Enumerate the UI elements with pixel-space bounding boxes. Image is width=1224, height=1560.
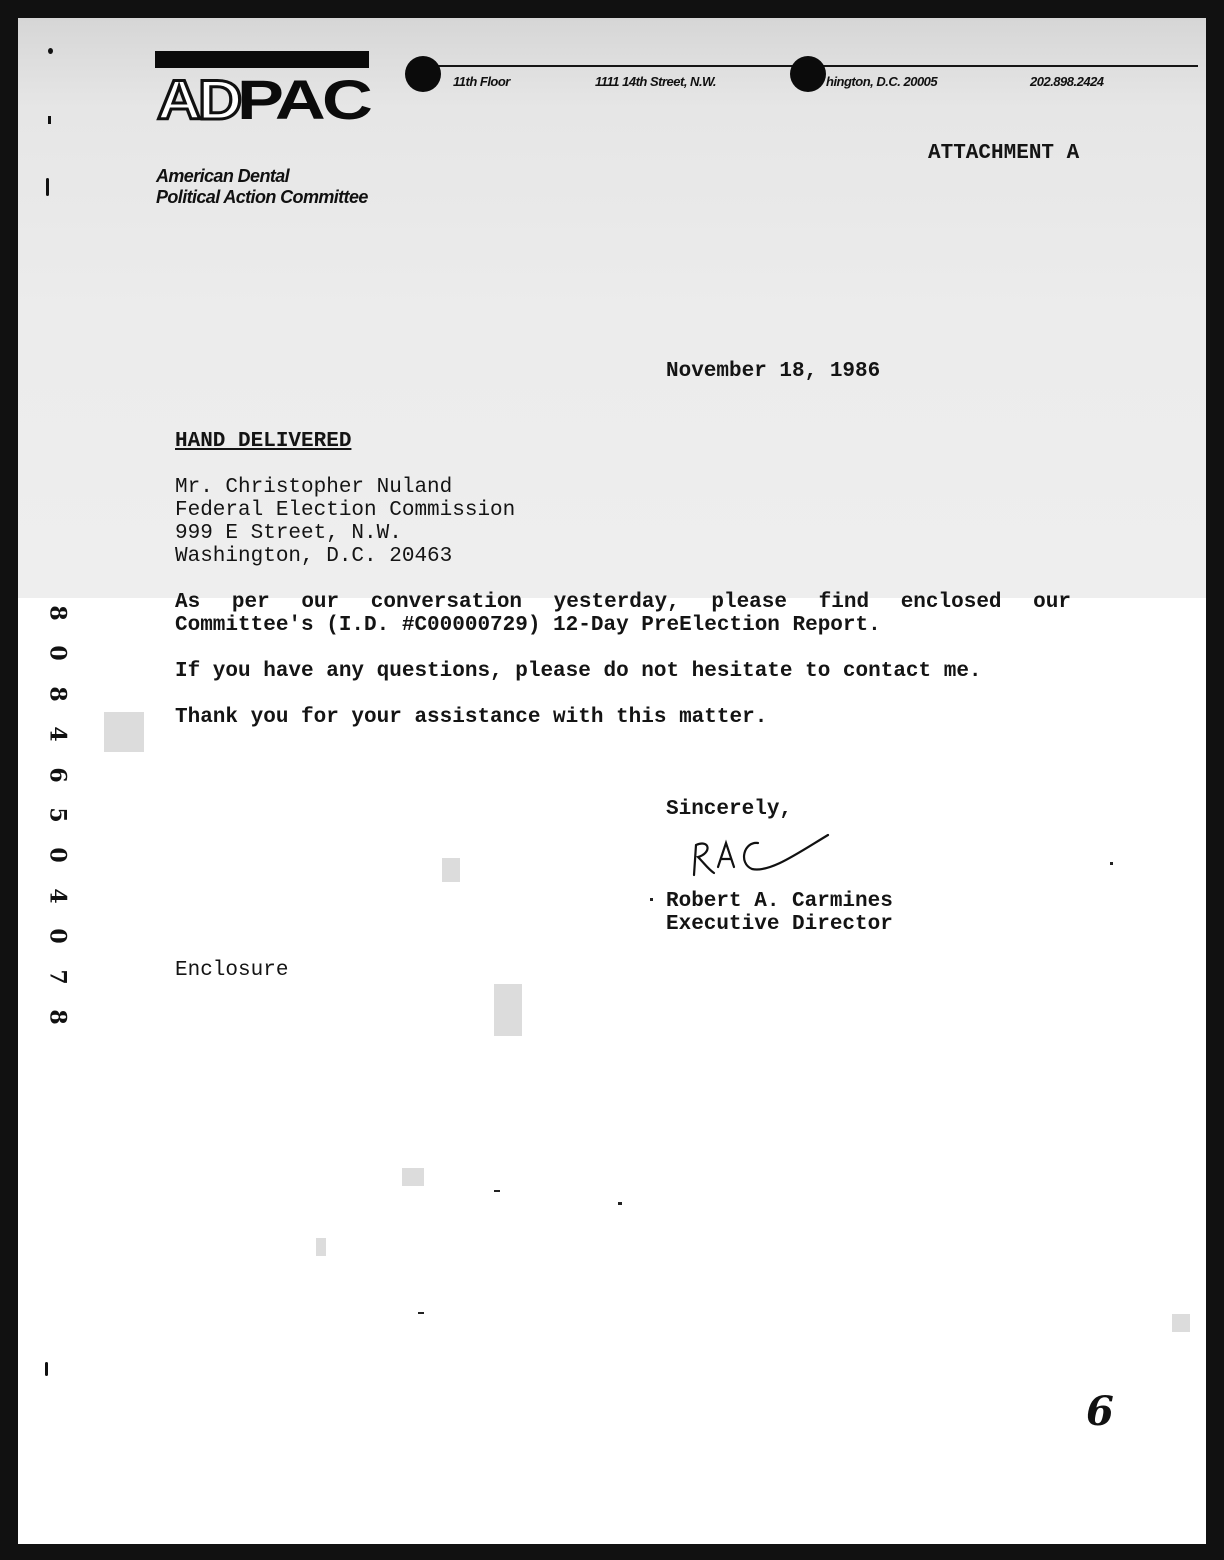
address-city: hington, D.C. 20005: [826, 74, 938, 89]
scan-speck: [1110, 862, 1113, 865]
body-paragraph-2: If you have any questions, please do not hesitate to contact me.: [175, 660, 982, 683]
letterhead-dot-left: [405, 56, 441, 92]
body-paragraph-1-line-1: As per our conversation yesterday, please find enclosed our: [175, 591, 1071, 614]
scan-speck: [650, 898, 653, 901]
scan-speck: [46, 178, 49, 196]
scan-speck: [618, 1202, 622, 1205]
logo-ad-outline: AD: [157, 73, 241, 125]
enclosure-note: Enclosure: [175, 959, 289, 982]
scan-smudge: [402, 1168, 424, 1186]
page-mark: 6: [1086, 1388, 1114, 1435]
serial-digit: 7: [45, 968, 71, 985]
recipient-name: Mr. Christopher Nuland: [175, 476, 453, 499]
recipient-organization: Federal Election Commission: [175, 499, 516, 522]
letterhead-bar: [155, 51, 369, 68]
serial-digit: 4: [45, 726, 71, 742]
serial-digit: 6: [45, 766, 71, 783]
org-name-line-2: Political Action Committee: [156, 187, 368, 207]
org-name-line-1: American Dental: [156, 166, 290, 186]
scan-smudge: [104, 712, 144, 752]
logo-pac-solid: PAC: [237, 73, 371, 125]
adpac-logo: [155, 73, 371, 125]
body-paragraph-1-line-2: Committee's (I.D. #C00000729) 12-Day PreElection Report.: [175, 614, 881, 637]
scan-speck: [48, 116, 51, 124]
serial-digit: 8: [45, 686, 71, 702]
signer-title: Executive Director: [666, 913, 893, 936]
phone-number: 202.898.2424: [1030, 74, 1104, 89]
serial-digit: 8: [45, 1009, 71, 1025]
serial-digit: 0: [45, 645, 71, 662]
serial-digit: 4: [45, 888, 71, 904]
body-paragraph-3: Thank you for your assistance with this matter.: [175, 706, 768, 729]
address-floor: 11th Floor: [453, 74, 510, 89]
letterhead-dot-right: [790, 56, 826, 92]
scan-smudge: [1172, 1314, 1190, 1332]
scan-speck: [418, 1312, 424, 1314]
serial-digit: 0: [45, 928, 71, 944]
delivery-method: HAND DELIVERED: [175, 430, 352, 453]
serial-digit: 5: [45, 807, 71, 823]
closing: Sincerely,: [666, 798, 793, 821]
scan-speck: [45, 1362, 48, 1376]
scan-smudge: [494, 984, 522, 1036]
serial-digit: 0: [45, 847, 71, 863]
recipient-city: Washington, D.C. 20463: [175, 545, 453, 568]
address-street: 1111 14th Street, N.W.: [595, 74, 716, 89]
signer-name: Robert A. Carmines: [666, 890, 893, 913]
margin-serial: [39, 600, 77, 1030]
scan-speck: [48, 48, 53, 54]
signature: [678, 823, 838, 883]
scan-smudge: [316, 1238, 326, 1256]
scan-speck: [494, 1190, 500, 1192]
recipient-street: 999 E Street, N.W.: [175, 522, 402, 545]
serial-digit: 8: [45, 605, 71, 621]
letter-page: [18, 18, 1206, 1544]
letter-date: November 18, 1986: [666, 360, 881, 383]
scan-smudge: [442, 858, 460, 882]
attachment-label: ATTACHMENT A: [928, 142, 1080, 165]
